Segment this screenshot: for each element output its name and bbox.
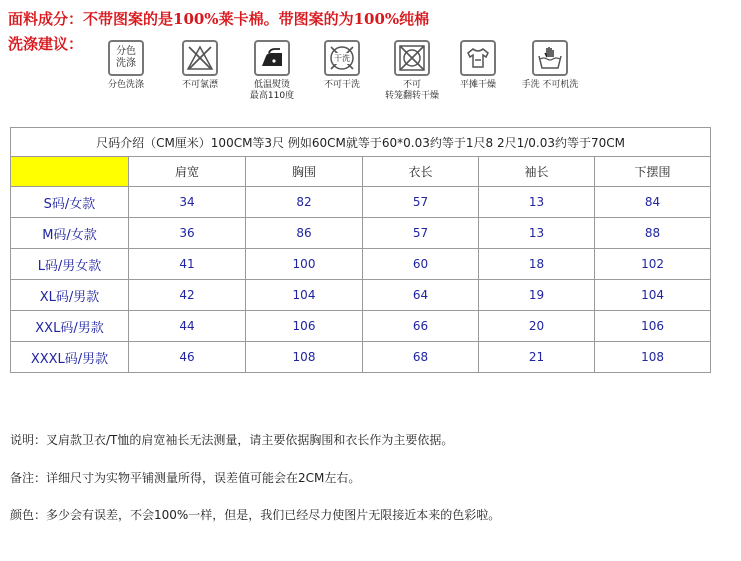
- table-cell: 13: [479, 187, 595, 218]
- table-cell: 44: [129, 311, 246, 342]
- low-iron-icon: [254, 40, 290, 76]
- table-row: [11, 311, 711, 342]
- table-cell: 46: [129, 342, 246, 373]
- table-cell: 57: [363, 187, 479, 218]
- hand-wash-icon: [532, 40, 568, 76]
- header-corner-cell: [11, 157, 129, 187]
- table-row: [11, 280, 711, 311]
- table-row: [11, 187, 711, 218]
- size-label: XL码/男款: [11, 280, 129, 311]
- note-remark: 备注：详细尺寸为实物平铺测量所得，误差值可能会在2CM左右。: [10, 471, 361, 485]
- flat-dry-icon: [460, 40, 496, 76]
- note-color: 颜色：多少会有误差，不会100%一样，但是，我们已经尽力使图片无限接近本来的色彩啦。: [10, 508, 501, 522]
- no-tumble-dry-icon: [394, 40, 430, 76]
- care-item-flat-dry: [448, 40, 508, 91]
- size-label: XXL码/男款: [11, 311, 129, 342]
- care-label: 平摊干燥: [459, 80, 496, 90]
- table-cell: 42: [129, 280, 246, 311]
- care-label: 手洗 不可机洗: [521, 80, 579, 90]
- washing-advice-title: 洗涤建议：: [8, 35, 84, 53]
- table-cell: 20: [479, 311, 595, 342]
- table-cell: 41: [129, 249, 246, 280]
- note-explanation: 说明：叉肩款卫衣/T恤的肩宽袖长无法测量，请主要依据胸围和衣长作为主要依据。: [10, 433, 454, 447]
- size-chart-table: [10, 127, 711, 373]
- table-cell: 82: [246, 187, 363, 218]
- header-shoulder: 肩宽: [129, 157, 246, 187]
- table-cell: 102: [595, 249, 711, 280]
- table-cell: 34: [129, 187, 246, 218]
- table-cell: 13: [479, 218, 595, 249]
- table-cell: 36: [129, 218, 246, 249]
- care-label: 不可氯漂: [181, 80, 218, 90]
- no-dry-clean-icon: 干洗: [324, 40, 360, 76]
- table-row: [11, 218, 711, 249]
- care-item-no-bleach: [170, 40, 230, 91]
- care-label: 分色洗涤: [107, 80, 144, 90]
- table-cell: 106: [246, 311, 363, 342]
- table-cell: 66: [363, 311, 479, 342]
- table-cell: 84: [595, 187, 711, 218]
- table-cell: 86: [246, 218, 363, 249]
- table-cell: 108: [246, 342, 363, 373]
- header-chest: 胸围: [246, 157, 363, 187]
- size-label: S码/女款: [11, 187, 129, 218]
- care-label: 低温熨烫 最高110度: [249, 80, 295, 101]
- care-item-low-iron: [236, 40, 308, 102]
- table-cell: 68: [363, 342, 479, 373]
- table-cell: 60: [363, 249, 479, 280]
- table-cell: 104: [246, 280, 363, 311]
- size-chart-title: 尺码介绍（CM厘米）100CM等3尺 例如60CM就等于60*0.03约等于1尺8 2尺1/0.03约等于70CM: [11, 128, 711, 157]
- care-label: 不可 转笼翻转干燥: [384, 80, 439, 101]
- no-bleach-icon: [182, 40, 218, 76]
- table-cell: 100: [246, 249, 363, 280]
- table-cell: 106: [595, 311, 711, 342]
- table-cell: 19: [479, 280, 595, 311]
- table-cell: 108: [595, 342, 711, 373]
- header-length: 衣长: [363, 157, 479, 187]
- separate-wash-icon: 分色洗涤: [108, 40, 144, 76]
- header-hem: 下摆围: [595, 157, 711, 187]
- size-label: M码/女款: [11, 218, 129, 249]
- care-item-hand-wash: [514, 40, 586, 91]
- table-row: [11, 249, 711, 280]
- table-cell: 57: [363, 218, 479, 249]
- size-label: L码/男女款: [11, 249, 129, 280]
- care-item-no-dry-clean: [312, 40, 372, 91]
- care-item-separate-wash: [96, 40, 156, 91]
- table-cell: 64: [363, 280, 479, 311]
- material-composition: 面料成分：不带图案的是100%莱卡棉。带图案的为100%纯棉: [8, 10, 430, 28]
- table-cell: 18: [479, 249, 595, 280]
- table-cell: 21: [479, 342, 595, 373]
- table-cell: 88: [595, 218, 711, 249]
- table-row: [11, 342, 711, 373]
- table-cell: 104: [595, 280, 711, 311]
- header-sleeve: 袖长: [479, 157, 595, 187]
- care-label: 不可干洗: [323, 80, 360, 90]
- size-label: XXXL码/男款: [11, 342, 129, 373]
- care-item-no-tumble-dry: [376, 40, 448, 102]
